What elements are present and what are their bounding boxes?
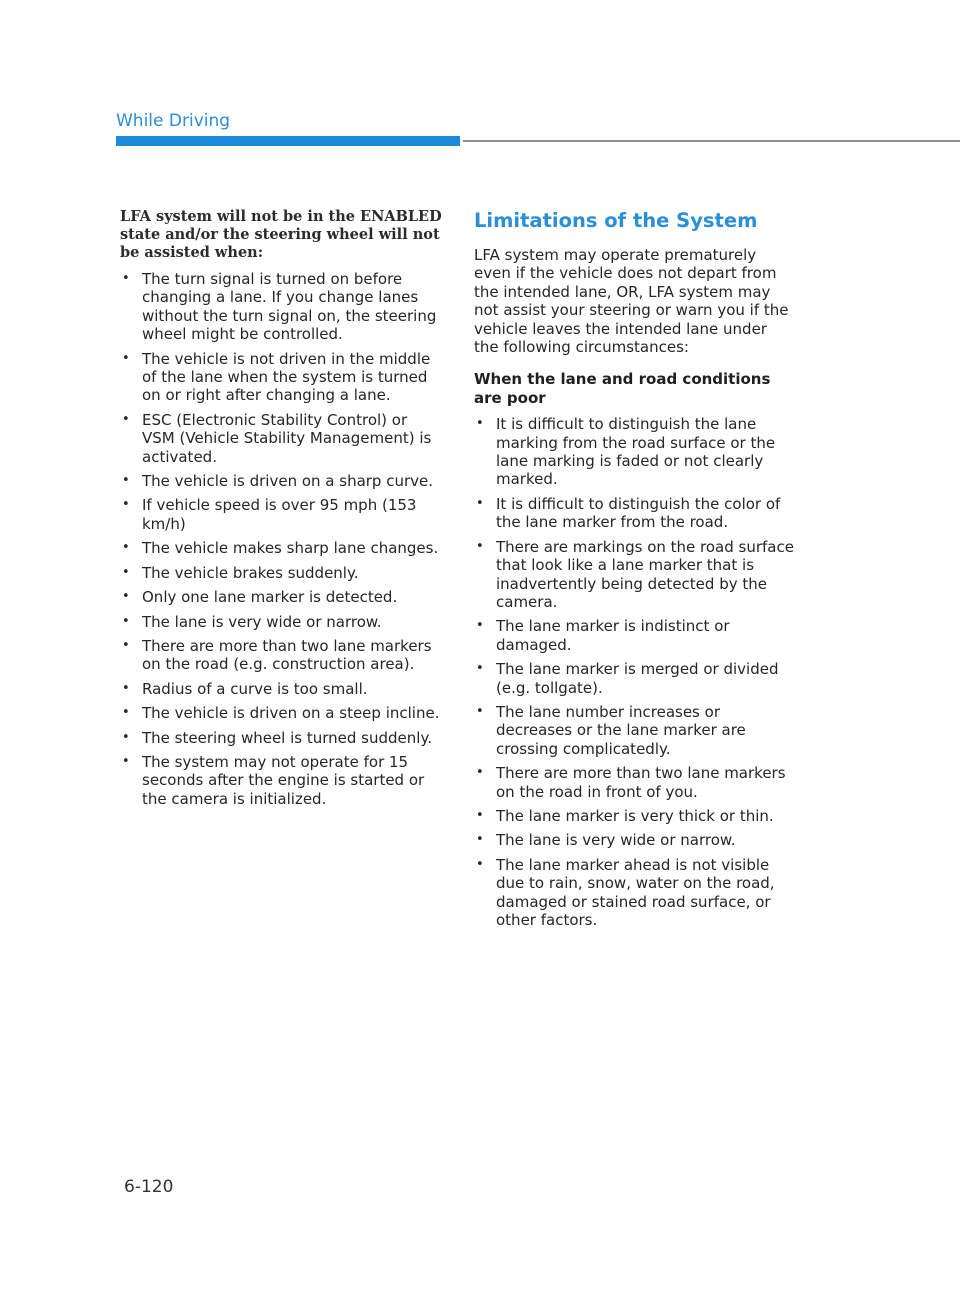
poor-conditions-list: [474, 415, 796, 929]
list-item: • The lane is very wide or narrow.: [474, 831, 796, 849]
header-accent-bar: [116, 136, 460, 146]
list-item: • The lane marker ahead is not visible due to rain, snow, water on the road, damaged or stained road surface, or other factors.: [474, 856, 796, 930]
list-item: • ESC (Electronic Stability Control) or VSM (Vehicle Stability Management) is activated.: [120, 411, 442, 466]
list-item: • There are more than two lane markers on the road in front of you.: [474, 764, 796, 801]
left-column: [120, 208, 442, 814]
list-item: • The lane is very wide or narrow.: [120, 613, 442, 631]
list-item: • Only one lane marker is detected.: [120, 588, 442, 606]
list-item: • There are more than two lane markers on the road (e.g. construction area).: [120, 637, 442, 674]
list-item: • The vehicle is not driven in the middle of the lane when the system is turned on or right after changing a lane.: [120, 350, 442, 405]
list-item: • The vehicle is driven on a sharp curve.: [120, 472, 442, 490]
limitations-paragraph: LFA system may operate prematurely even if the vehicle does not depart from the intended lane, OR, LFA system may not assist your steering or warn you if the vehicle leaves the intended lane under the following circumstances:: [474, 246, 789, 357]
list-item: • If vehicle speed is over 95 mph (153 km/h): [120, 496, 442, 533]
list-item: • The system may not operate for 15 seconds after the engine is started or the camera is initialized.: [120, 753, 442, 808]
list-item: • The vehicle brakes suddenly.: [120, 564, 442, 582]
list-item: • Radius of a curve is too small.: [120, 680, 442, 698]
list-item: • The lane marker is very thick or thin.: [474, 807, 796, 825]
header-divider-line: [463, 140, 960, 142]
list-item: • The lane marker is indistinct or damaged.: [474, 617, 796, 654]
section-title: While Driving: [116, 111, 231, 131]
list-item: • The lane marker is merged or divided (e.g. tollgate).: [474, 660, 796, 697]
list-item: • The vehicle is driven on a steep incline.: [120, 704, 442, 722]
limitations-heading: Limitations of the System: [474, 209, 758, 232]
list-item: • It is difficult to distinguish the lane marking from the road surface or the lane marking is faded or not clearly marked.: [474, 415, 796, 489]
list-item: • There are markings on the road surface that look like a lane marker that is inadvertently being detected by the camera.: [474, 538, 796, 612]
list-item: • The turn signal is turned on before changing a lane. If you change lanes without the turn signal on, the steering wheel might be controlled.: [120, 270, 442, 344]
page-number: 6-120: [124, 1177, 174, 1197]
lfa-disabled-intro: LFA system will not be in the ENABLED state and/or the steering wheel will not be assisted when:: [120, 208, 442, 261]
right-column: [474, 208, 796, 935]
list-item: • The vehicle makes sharp lane changes.: [120, 539, 442, 557]
list-item: • The steering wheel is turned suddenly.: [120, 729, 442, 747]
lfa-disabled-conditions-list: [120, 270, 442, 808]
poor-conditions-subheading: When the lane and road conditions are poor: [474, 370, 771, 407]
list-item: • The lane number increases or decreases or the lane marker are crossing complicatedly.: [474, 703, 796, 758]
list-item: • It is difficult to distinguish the color of the lane marker from the road.: [474, 495, 796, 532]
